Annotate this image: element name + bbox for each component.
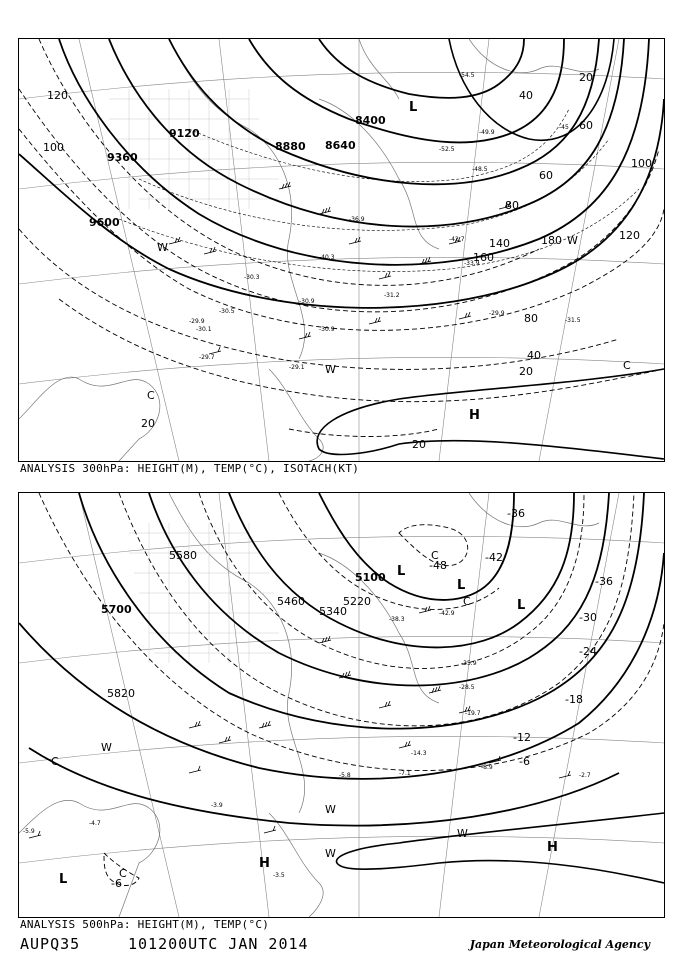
temp-label: -42 [485, 551, 503, 564]
map-300hpa-svg [19, 39, 664, 461]
temp-label: -48.5 [472, 166, 488, 173]
low-pressure-marker: L [517, 598, 526, 613]
height-label-5820: 5820 [107, 687, 135, 700]
obs-label: -28.5 [459, 684, 475, 691]
height-label-9120: 9120 [169, 127, 200, 140]
isotach-label: 120 [47, 89, 68, 102]
high-pressure-marker: H [547, 840, 558, 855]
isotach-label: 80 [524, 312, 538, 325]
temp-label: -24 [579, 645, 597, 658]
temp-label: -30 [579, 611, 597, 624]
height-label-5100: 5100 [355, 571, 386, 584]
caption-500hpa: ANALYSIS 500hPa: HEIGHT(M), TEMP(°C) [20, 918, 270, 931]
height-label-9600: 9600 [89, 216, 120, 229]
isotach-label: 20 [579, 71, 593, 84]
obs-label: -7.1 [399, 770, 411, 777]
map-panel-300hpa [18, 38, 665, 462]
height-contours [19, 39, 664, 308]
obs-label: -5.9 [23, 828, 35, 835]
height-label-5580: 5580 [169, 549, 197, 562]
cold-center-marker: C [623, 359, 631, 372]
obs-label: -38.3 [389, 616, 405, 623]
isotach-label: 20 [519, 365, 533, 378]
low-pressure-marker: L [59, 872, 68, 887]
isotach-label: 160 [473, 251, 494, 264]
wind-barbs [169, 182, 511, 354]
temp-label: -6 [519, 755, 530, 768]
isotach-label: 20 [141, 417, 155, 430]
warm-center-marker: W [101, 741, 112, 754]
height-contour-5880-closed [337, 813, 665, 883]
isotach-label: 140 [489, 237, 510, 250]
temp-label: -29.9 [489, 310, 505, 317]
obs-label: -8.9 [481, 764, 493, 771]
temp-label: -30.9 [319, 326, 335, 333]
temp-label: -40.3 [319, 254, 335, 261]
warm-center-marker: W [325, 363, 336, 376]
land-hatching [129, 523, 279, 663]
temp-label: -36 [507, 507, 525, 520]
temp-label: -29.1 [289, 364, 305, 371]
temp-label: -42.7 [449, 236, 465, 243]
warm-center-marker: W [457, 827, 468, 840]
height-label-5460: 5460 [277, 595, 305, 608]
cold-center-marker: C [431, 549, 439, 562]
isotach-label: 20 [412, 438, 426, 451]
temp-label: -18 [565, 693, 583, 706]
temp-label: -31.2 [384, 292, 400, 299]
caption-300hpa: ANALYSIS 300hPa: HEIGHT(M), TEMP(°C), ISOTACH(KT) [20, 462, 360, 475]
temp-label: -30.9 [299, 298, 315, 305]
warm-center-marker: W [567, 234, 578, 247]
isotach-label: 100 [43, 141, 64, 154]
obs-label: -14.3 [411, 750, 427, 757]
isotach-label: 120 [619, 229, 640, 242]
obs-label: -2.7 [579, 772, 591, 779]
obs-label: -4.7 [89, 820, 101, 827]
temp-label: -30.3 [244, 274, 260, 281]
temp-label: -12 [513, 731, 531, 744]
temp-label: -6 [111, 877, 122, 890]
height-label-5700: 5700 [101, 603, 132, 616]
temp-label: -29.9 [189, 318, 205, 325]
wind-barbs [29, 606, 571, 838]
isotach-label: 60 [539, 169, 553, 182]
height-label-9360: 9360 [107, 151, 138, 164]
obs-label: -35.9 [461, 660, 477, 667]
isotach-label: 100 [631, 157, 652, 170]
agency-credit: Japan Meteorological Agency [469, 938, 650, 951]
temp-label: -30.5 [219, 308, 235, 315]
cold-center-marker: C [119, 867, 127, 880]
isotach-label: 40 [527, 349, 541, 362]
cold-center-marker: C [147, 389, 155, 402]
height-label-8640: 8640 [325, 139, 356, 152]
cold-center-marker: C [463, 595, 471, 608]
high-pressure-marker: H [469, 408, 480, 423]
temp-label: -36 [595, 575, 613, 588]
chart-id: AUPQ35 [20, 935, 81, 953]
temp-label: -49.9 [479, 129, 495, 136]
isotach-label: 40 [519, 89, 533, 102]
height-label-8400: 8400 [355, 114, 386, 127]
isotach-label: 80 [505, 199, 519, 212]
warm-center-marker: W [157, 241, 168, 254]
valid-time: 101200UTC JAN 2014 [128, 935, 309, 953]
high-pressure-marker: H [259, 856, 270, 871]
obs-label: -3.9 [211, 802, 223, 809]
temp-label: -31.5 [565, 317, 581, 324]
temp-label: -29.7 [199, 354, 215, 361]
obs-label: -42.9 [439, 610, 455, 617]
temp-label: -45 [559, 124, 569, 131]
low-pressure-marker: L [409, 100, 418, 115]
obs-label: -5.8 [339, 772, 351, 779]
graticule [19, 39, 664, 461]
obs-label: -19.7 [465, 710, 481, 717]
temp-label: -33.9 [464, 260, 480, 267]
map-panel-500hpa [18, 492, 665, 918]
temp-label: -48 [429, 559, 447, 572]
temp-label: -54.5 [459, 72, 475, 79]
isotach-label: 60 [579, 119, 593, 132]
height-label-8880: 8880 [275, 140, 306, 153]
warm-center-marker: W [325, 847, 336, 860]
isotach-label: 180 [541, 234, 562, 247]
height-label-5340: 5340 [319, 605, 347, 618]
obs-label: -3.5 [273, 872, 285, 879]
height-label-5220: 5220 [343, 595, 371, 608]
warm-center-marker: W [325, 803, 336, 816]
low-pressure-marker: L [397, 564, 406, 579]
low-pressure-marker: L [457, 578, 466, 593]
coastlines [19, 39, 599, 461]
cold-center-marker: C [51, 755, 59, 768]
temp-label: -36.9 [349, 216, 365, 223]
map-500hpa-svg [19, 493, 664, 917]
temp-label: -30.1 [196, 326, 212, 333]
temp-label: -52.5 [439, 146, 455, 153]
